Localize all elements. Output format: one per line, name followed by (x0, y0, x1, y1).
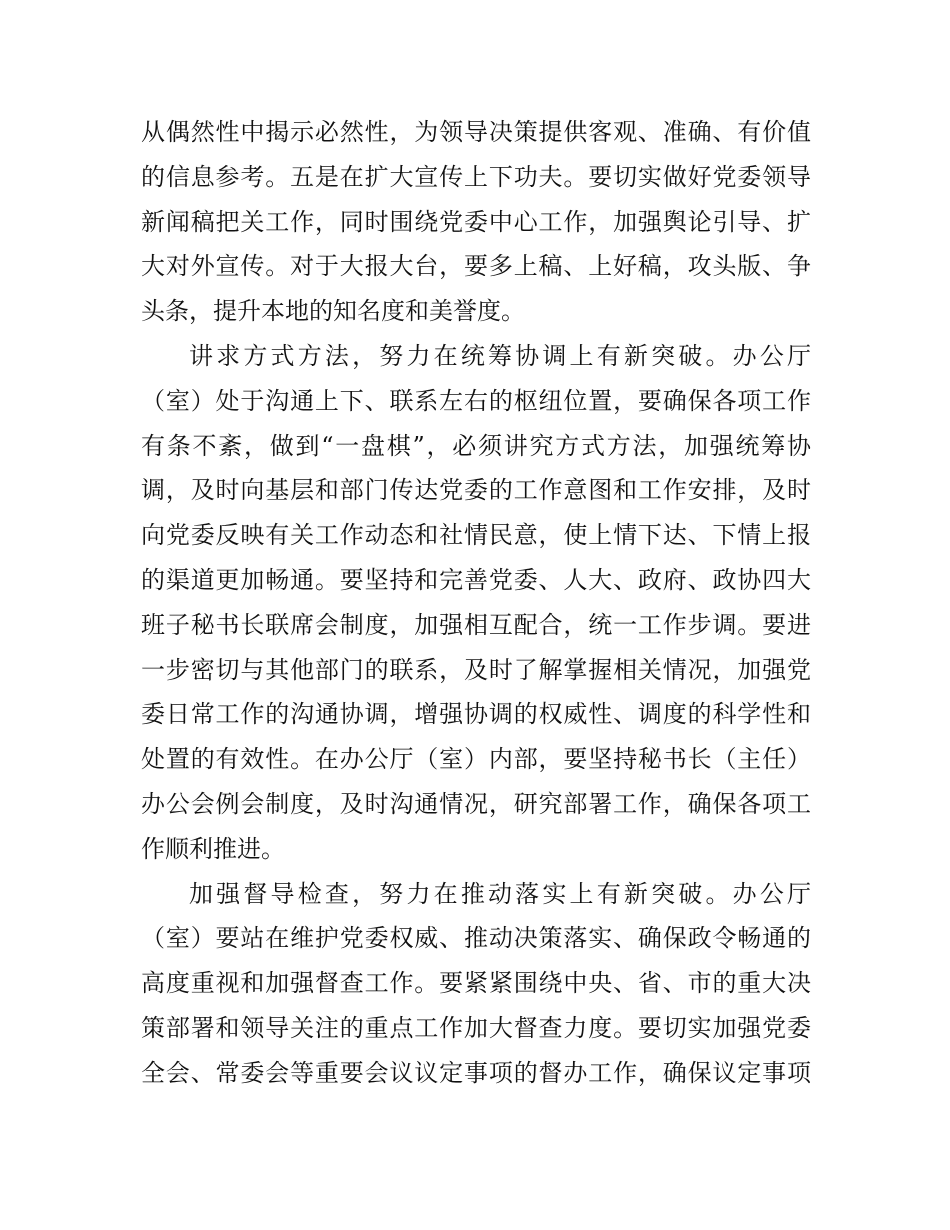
text-line: 全会、常委会等重要会议议定事项的督办工作，确保议定事项 (141, 1058, 811, 1087)
text-line: 班子秘书长联席会制度，加强相互配合，统一工作步调。要进 (141, 610, 811, 639)
text-line: 办公会例会制度，及时沟通情况，研究部署工作，确保各项工 (141, 789, 811, 818)
text-line: （室）要站在维护党委权威、推动决策落实、确保政令畅通的 (141, 924, 811, 953)
text-line: 处置的有效性。在办公厅（室）内部，要坚持秘书长（主任） (141, 745, 811, 774)
text-line: 调，及时向基层和部门传达党委的工作意图和工作安排，及时 (141, 476, 811, 505)
text-line: 新闻稿把关工作，同时围绕党委中心工作，加强舆论引导、扩 (141, 207, 811, 236)
text-line: 头条，提升本地的知名度和美誉度。 (141, 297, 525, 326)
text-line: 从偶然性中揭示必然性，为领导决策提供客观、准确、有价值 (141, 118, 811, 146)
paragraph-first-line: 加强督导检查，努力在推动落实上有新突破。办公厅 (189, 879, 811, 908)
text-line: 大对外宣传。对于大报大台，要多上稿、上好稿，攻头版、争 (141, 252, 811, 281)
paragraph-first-line: 讲求方式方法，努力在统筹协调上有新突破。办公厅 (189, 341, 811, 370)
text-line: （室）处于沟通上下、联系左右的枢纽位置，要确保各项工作 (141, 386, 811, 415)
text-line: 有条不紊，做到“一盘棋”，必须讲究方式方法，加强统筹协 (141, 431, 811, 460)
text-line: 向党委反映有关工作动态和社情民意，使上情下达、下情上报 (141, 521, 811, 550)
document-body (141, 110, 811, 1096)
text-line: 的渠道更加畅通。要坚持和完善党委、人大、政府、政协四大 (141, 565, 811, 594)
text-line: 作顺利推进。 (141, 834, 285, 863)
text-line: 一步密切与其他部门的联系，及时了解掌握相关情况，加强党 (141, 655, 811, 684)
text-line: 的信息参考。五是在扩大宣传上下功夫。要切实做好党委领导 (141, 162, 811, 191)
text-line: 委日常工作的沟通协调，增强协调的权威性、调度的科学性和 (141, 700, 811, 729)
text-line: 策部署和领导关注的重点工作加大督查力度。要切实加强党委 (141, 1013, 811, 1042)
text-line: 高度重视和加强督查工作。要紧紧围绕中央、省、市的重大决 (141, 969, 811, 998)
